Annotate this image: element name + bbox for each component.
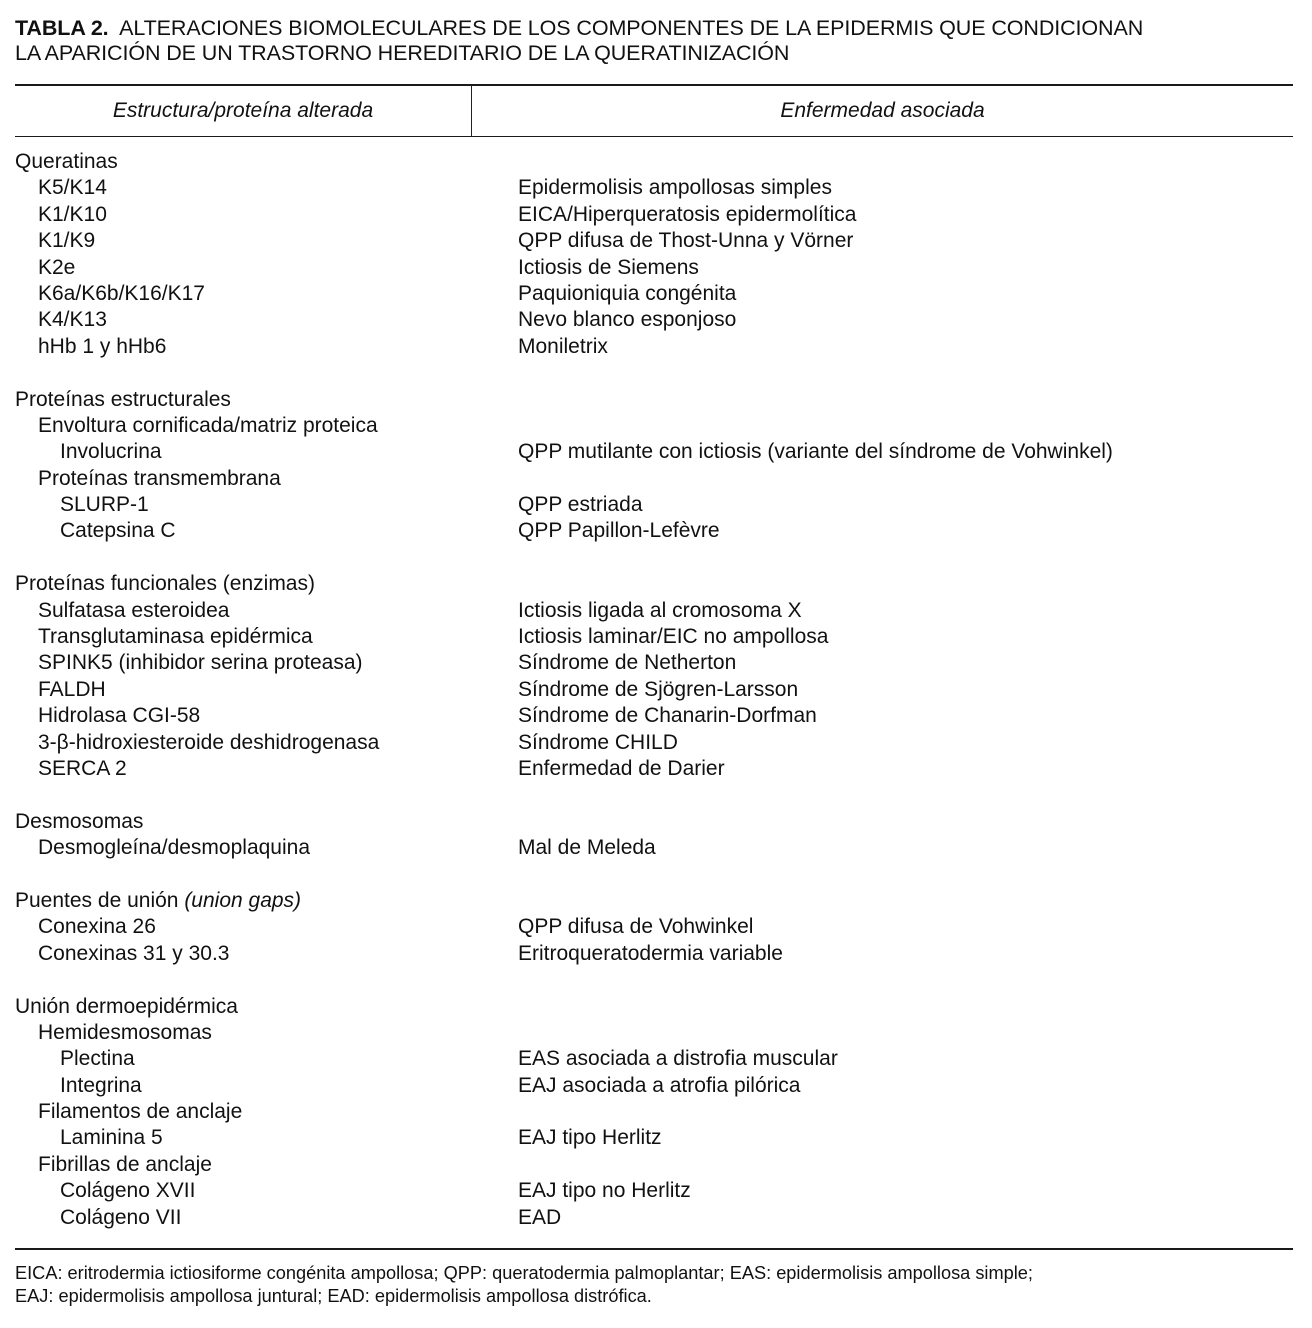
disease-cell: QPP estriada [518,493,643,517]
structure-cell: 3-β-hidroxiesteroide deshidrogenasa [38,730,380,754]
structure-cell: Conexinas 31 y 30.3 [38,941,230,965]
disease-cell: Ictiosis ligada al cromosoma X [518,598,802,622]
table-row [15,202,1293,228]
table-row [15,439,1293,465]
subgroup-heading [15,1152,1293,1178]
structure-cell: K6a/K6b/K16/K17 [38,281,205,305]
subgroup-heading [15,1099,1293,1125]
table-body [15,149,1293,1231]
table-row [15,1205,1293,1231]
subgroup-heading [15,413,1293,439]
table-title [15,16,1293,66]
table-row [15,1178,1293,1204]
disease-cell: Moniletrix [518,334,608,358]
table-row [15,703,1293,729]
structure-cell: K5/K14 [38,176,107,200]
table-row [15,914,1293,940]
group-name-italic: (union gaps) [184,888,302,912]
disease-cell: Síndrome de Chanarin-Dorfman [518,704,817,728]
footnote-line-1: EICA: eritrodermia ictiosiforme congénita ampollosa; QPP: queratodermia palmoplantar; EAS: epidermolisis ampollosa simple; [15,1263,1033,1283]
table-row [15,228,1293,254]
structure-cell: Catepsina C [60,519,176,543]
subgroup-name: Hemidesmosomas [38,1020,212,1044]
structure-cell: K2e [38,255,76,279]
table-row [15,650,1293,676]
header-rule [15,136,1293,137]
structure-cell: Sulfatasa esteroidea [38,598,230,622]
disease-cell: Enfermedad de Darier [518,756,725,780]
disease-cell: EAJ tipo Herlitz [518,1126,662,1150]
subgroup-name: Proteínas transmembrana [38,466,281,490]
group-spacer [15,545,1293,571]
footnote-line-2: EAJ: epidermolisis ampollosa juntural; EAD: epidermolisis ampollosa distrófica. [15,1285,652,1306]
title-line-2: LA APARICIÓN DE UN TRASTORNO HEREDITARIO DE LA QUERATINIZACIÓN [15,41,790,65]
disease-cell: Nevo blanco esponjoso [518,308,737,332]
subgroup-name: Fibrillas de anclaje [38,1152,212,1176]
group-heading [15,149,1293,175]
table-row [15,1125,1293,1151]
group-name: Proteínas funcionales (enzimas) [15,572,315,596]
disease-cell: Paquioniquia congénita [518,281,737,305]
structure-cell: Hidrolasa CGI-58 [38,704,201,728]
table-row [15,730,1293,756]
structure-cell: SPINK5 (inhibidor serina proteasa) [38,651,363,675]
structure-cell: K1/K9 [38,229,96,253]
group-heading [15,809,1293,835]
subgroup-name: Filamentos de anclaje [38,1100,243,1124]
structure-cell: K4/K13 [38,308,107,332]
column-header-disease: Enfermedad asociada [780,99,985,122]
table-row [15,281,1293,307]
group-spacer [15,862,1293,888]
disease-cell: Síndrome de Sjögren-Larsson [518,677,799,701]
structure-cell: SERCA 2 [38,756,127,780]
structure-cell: Colágeno VII [60,1205,182,1229]
structure-cell: K1/K10 [38,202,107,226]
table-row [15,756,1293,782]
structure-cell: Transglutaminasa epidérmica [38,625,313,649]
structure-cell: Integrina [60,1073,142,1097]
disease-cell: EAJ tipo no Herlitz [518,1179,691,1203]
table-row [15,677,1293,703]
disease-cell: QPP difusa de Vohwinkel [518,915,754,939]
group-spacer [15,782,1293,808]
disease-cell: Epidermolisis ampollosas simples [518,176,832,200]
disease-cell: Ictiosis de Siemens [518,255,699,279]
group-heading [15,888,1293,914]
column-header-row [15,86,1293,136]
group-name: Unión dermoepidérmica [15,994,238,1018]
structure-cell: Colágeno XVII [60,1179,196,1203]
group-heading [15,994,1293,1020]
structure-cell: SLURP-1 [60,493,149,517]
structure-cell: FALDH [38,677,106,701]
table-row [15,835,1293,861]
disease-cell: QPP difusa de Thost-Unna y Vörner [518,229,854,253]
disease-cell: QPP mutilante con ictiosis (variante del síndrome de Vohwinkel) [518,440,1113,464]
table-row [15,255,1293,281]
disease-cell: Mal de Meleda [518,836,656,860]
table-row [15,518,1293,544]
table-row [15,1073,1293,1099]
disease-cell: Eritroqueratodermia variable [518,941,783,965]
table-row [15,307,1293,333]
column-header-structure: Estructura/proteína alterada [15,86,472,136]
disease-cell: Síndrome CHILD [518,730,678,754]
structure-cell: Involucrina [60,440,162,464]
structure-cell: Desmogleína/desmoplaquina [38,836,311,860]
structure-cell: hHb 1 y hHb6 [38,334,167,358]
table-row [15,175,1293,201]
table-row [15,624,1293,650]
footnote [15,1262,1293,1307]
group-heading [15,571,1293,597]
disease-cell: Ictiosis laminar/EIC no ampollosa [518,625,829,649]
group-name: Desmosomas [15,809,144,833]
structure-cell: Laminina 5 [60,1126,163,1150]
group-spacer [15,360,1293,386]
table-row [15,598,1293,624]
subgroup-heading [15,466,1293,492]
group-spacer [15,967,1293,993]
group-name: Queratinas [15,150,118,173]
group-name: Proteínas estructurales [15,387,231,411]
subgroup-name: Envoltura cornificada/matriz proteica [38,413,378,437]
disease-cell: Síndrome de Netherton [518,651,737,675]
table-row [15,1046,1293,1072]
title-line-1: ALTERACIONES BIOMOLECULARES DE LOS COMPONENTES DE LA EPIDERMIS QUE CONDICIONAN [119,16,1144,40]
table-row [15,941,1293,967]
group-name: Puentes de unión [15,888,179,912]
disease-cell: EICA/Hiperqueratosis epidermolítica [518,202,857,226]
group-heading [15,387,1293,413]
table-document [15,16,1293,1306]
disease-cell: EAS asociada a distrofia muscular [518,1047,838,1071]
disease-cell: QPP Papillon-Lefèvre [518,519,720,543]
structure-cell: Plectina [60,1047,135,1071]
disease-cell: EAD [518,1205,562,1229]
structure-cell: Conexina 26 [38,915,156,939]
subgroup-heading [15,1020,1293,1046]
table-row [15,492,1293,518]
disease-cell: EAJ asociada a atrofia pilórica [518,1073,801,1097]
table-label: TABLA 2. [15,16,109,40]
table-row [15,334,1293,360]
bottom-rule [15,1248,1293,1250]
